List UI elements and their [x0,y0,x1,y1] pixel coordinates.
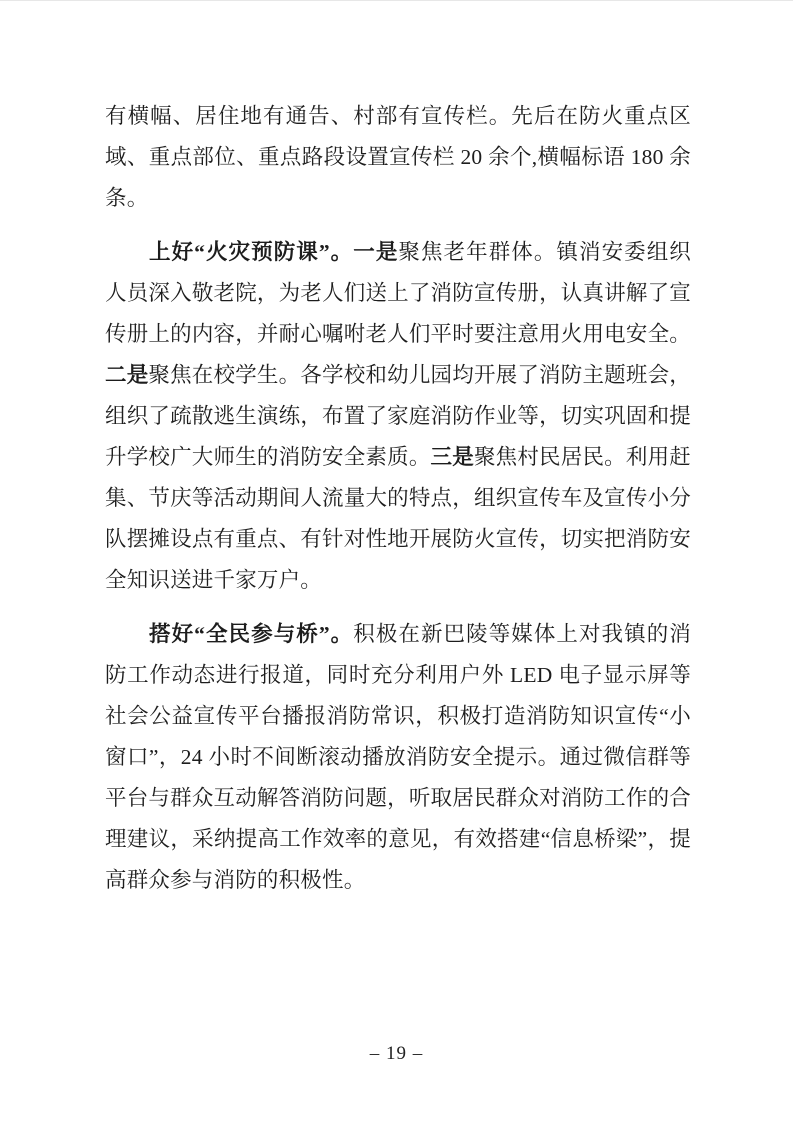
page-number: – 19 – [369,1043,424,1064]
bold-lead-segment: 二是 [105,363,149,387]
body-text-segment: 有横幅、居住地有通告、村部有宣传栏。先后在防火重点区域、重点部位、重点路段设置宣传栏 20 余个,横幅标语 180 余条。 [105,104,691,210]
body-text-segment: 聚焦老年群体。镇消安委组织人员深入敬老院，为老人们送上了消防宣传册，认真讲解了宣传册上的内容，并耐心嘱咐老人们平时要注意用火用电安全。 [105,240,691,346]
paragraph-fire-prevention-class [105,232,691,601]
body-text-segment: 聚焦村民居民。利用赶集、节庆等活动期间人流量大的特点，组织宣传车及宣传小分队摆摊设点有重点、有针对性地开展防火宣传，切实把消防安全知识送进千家万户。 [105,445,691,592]
bold-lead-segment: 三是 [430,445,474,469]
body-text-segment: 聚焦在校学生。各学校和幼儿园均开展了消防主题班会，组织了疏散逃生演练，布置了家庭消防作业等，切实巩固和提升学校广大师生的消防安全素质。 [105,363,691,469]
bold-lead-segment: 搭好“全民参与桥”。 [149,622,354,646]
body-text-segment: 积极在新巴陵等媒体上对我镇的消防工作动态进行报道，同时充分利用户外 LED 电子显示屏等社会公益宣传平台播报消防常识，积极打造消防知识宣传“小窗口”，24 小时不间断滚动播放消防安全提示。通过微信群等平台与群众互动解答消防问题，听取居民群众对消防工作的合理建议，采纳提高工作效率的意见，有效搭建“信息桥梁”，提高群众参与消防的积极性。 [105,622,691,892]
paragraph-continuation [105,96,691,219]
document-body [105,96,691,901]
paragraph-public-participation [105,614,691,901]
bold-lead-segment: 上好“火灾预防课”。一是 [149,240,399,264]
